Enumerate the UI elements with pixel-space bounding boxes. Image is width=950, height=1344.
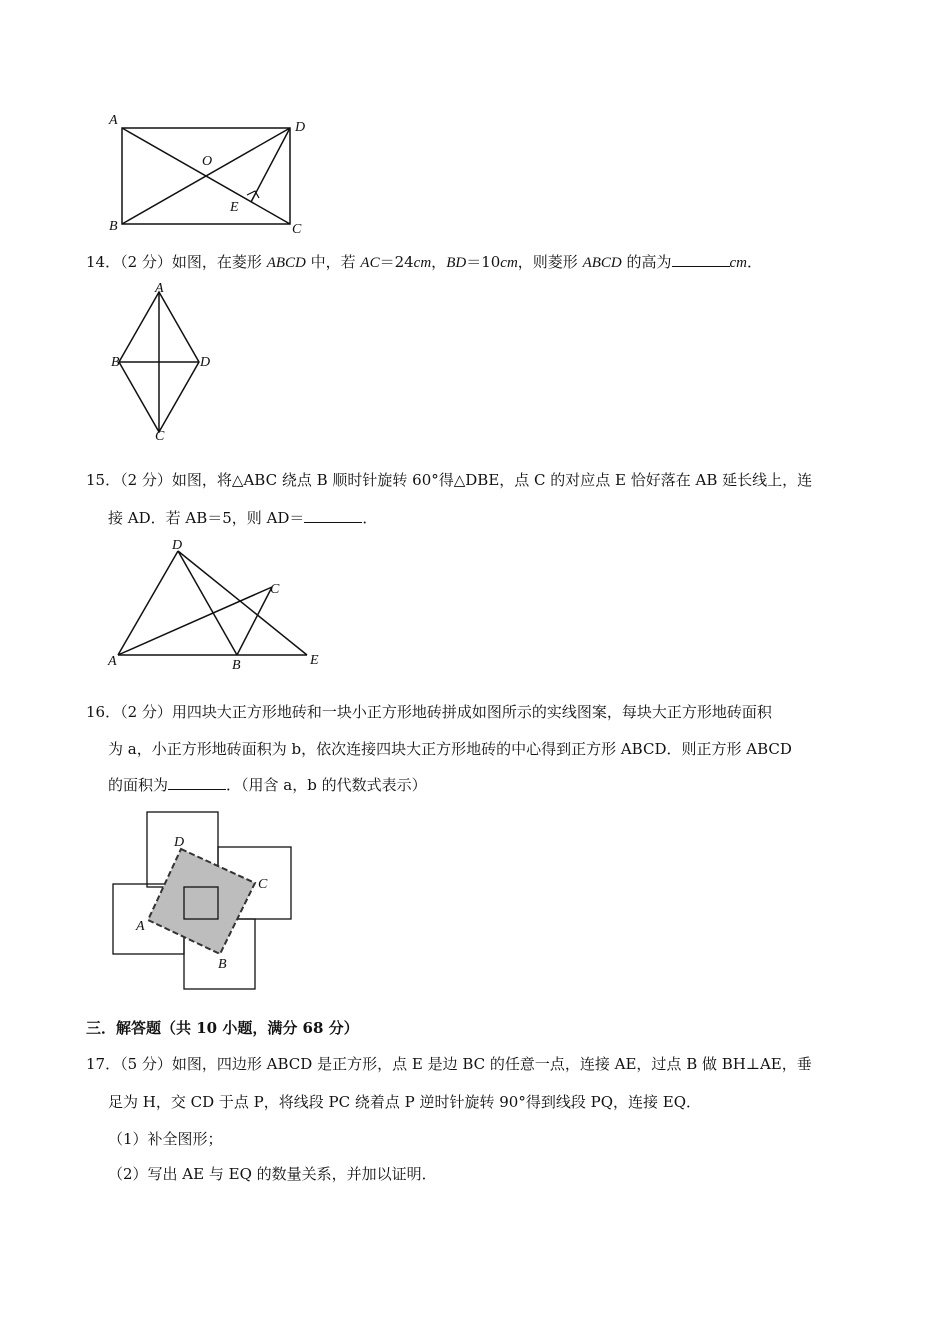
label-c: C [258,877,268,892]
question-number: 14． [86,253,121,271]
question-16-line-3: 的面积为 ．（用含 a，b 的代数式表示） [108,776,427,794]
label-c: C [155,429,165,444]
question-14: 14．（2 分）如图，在菱形 ABCD 中，若 AC＝24cm，BD＝10cm，则菱形 ABCD 的高为 cm． [86,253,763,271]
rectangle-figure [100,108,320,238]
question-number: 16． [86,703,121,721]
answer-blank [672,252,730,267]
label-a: A [155,281,164,296]
label-o: O [202,154,213,169]
segment-db [178,551,237,655]
section-heading: 三．解答题（共 10 小题，满分 68 分） [86,1019,359,1037]
label-a: A [109,113,118,128]
question-score: （2 分） [120,253,172,271]
label-c: C [292,222,302,237]
question-number: 17． [86,1055,121,1073]
question-score: （5 分） [120,1055,172,1073]
label-e: E [230,200,239,215]
question-17-line-2: 足为 H，交 CD 于点 P，将线段 PC 绕着点 P 逆时针旋转 90°得到线段 PQ，连接 EQ． [108,1093,702,1111]
label-c: C [270,582,280,597]
answer-blank [304,508,362,523]
square-tiles-figure [100,802,300,997]
label-b: B [111,355,120,370]
question-number: 15． [86,471,121,489]
rotation-triangle-figure [100,535,340,675]
label-b: B [218,957,227,972]
segment-ac [118,587,272,655]
label-a: A [108,654,117,669]
rhombus-figure [105,280,225,445]
label-b: B [109,219,118,234]
question-15-line-2: 接 AD．若 AB＝5，则 AD＝ ． [108,509,378,527]
shaded-square-abcd [148,849,255,954]
question-17-part-2: （2）写出 AE 与 EQ 的数量关系，并加以证明． [108,1165,437,1183]
segment-ad [118,551,178,655]
segment-de [178,551,307,655]
label-d: D [172,538,183,553]
label-e: E [310,653,319,668]
question-15-line-1: 15．（2 分）如图，将△ABC 绕点 B 顺时针旋转 60°得△DBE，点 C 的对应点 E 恰好落在 AB 延长线上，连 [86,471,813,489]
question-16-line-2: 为 a，小正方形地砖面积为 b，依次连接四块大正方形地砖的中心得到正方形 ABCD．则正方形 ABCD [108,740,792,758]
answer-blank [168,775,226,790]
label-a: A [136,919,145,934]
question-score: （2 分） [120,471,172,489]
label-b: B [232,658,241,673]
label-d: D [200,355,211,370]
segment-bc [237,587,272,655]
label-d: D [295,120,306,135]
question-17-line-1: 17．（5 分）如图，四边形 ABCD 是正方形，点 E 是边 BC 的任意一点，连接 AE，过点 B 做 BH⊥AE，垂 [86,1055,812,1073]
question-score: （2 分） [120,703,172,721]
question-16-line-1: 16．（2 分）用四块大正方形地砖和一块小正方形地砖拼成如图所示的实线图案，每块大正方形地砖面积 [86,703,772,721]
label-d: D [174,835,185,850]
question-17-part-1: （1）补全图形； [108,1130,223,1148]
